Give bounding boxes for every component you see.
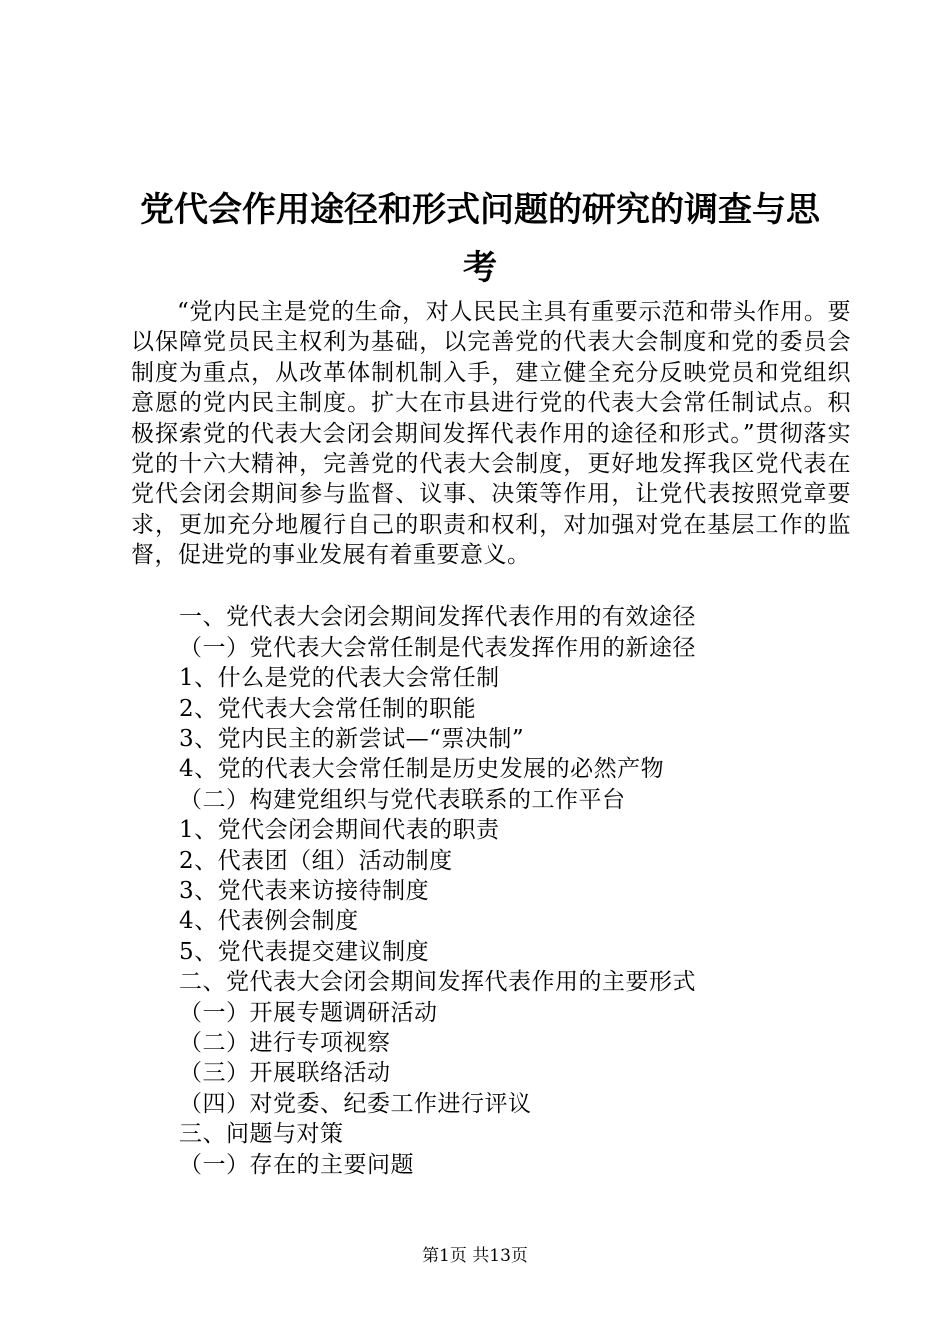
outline-item: 4、代表例会制度 [179, 908, 359, 934]
outline-item: （三）开展联络活动 [179, 1060, 391, 1086]
outline-item: 4、党的代表大会常任制是历史发展的必然产物 [179, 756, 665, 782]
outline-item: 1、党代会闭会期间代表的职责 [179, 817, 500, 843]
page-number: 第1页 共13页 [422, 1246, 528, 1266]
outline-item: 3、党代表来访接待制度 [179, 878, 430, 904]
outline-item: （一）党代表大会常任制是代表发挥作用的新途径 [179, 635, 696, 661]
intro-paragraph: “党内民主是党的生命，对人民民主具有重要示范和带头作用。要以保障党员民主权利为基础，以完善党的代表大会制度和党的委员会制度为重点，从改革体制机制入手，建立健全充分反映党员和党组织意愿的党内民主制度。扩大在市县进行党的代表大会常任制试点。积极探索党的代表大会闭会期间发挥代表作用的途径和形式。”贯彻落实党的十六大精神，完善党的代表大会制度，更好地发挥我区党代表在党代会闭会期间参与监督、议事、决策等作用，让党代表按照党章要求，更加充分地履行自己的职责和权利，对加强对党在基层工作的监督，促进党的事业发展有着重要意义。 [131, 299, 851, 569]
outline-item: 三、问题与对策 [179, 1121, 344, 1147]
outline-item: 1、什么是党的代表大会常任制 [179, 665, 500, 691]
outline-item: 一、党代表大会闭会期间发挥代表作用的有效途径 [179, 604, 696, 630]
outline-item: （二）进行专项视察 [179, 1030, 391, 1056]
outline-item: 2、代表团（组）活动制度 [179, 848, 453, 874]
outline-item: （二）构建党组织与党代表联系的工作平台 [179, 787, 626, 813]
document-title-line-2: 考 [463, 248, 497, 288]
outline-item: 二、党代表大会闭会期间发挥代表作用的主要形式 [179, 969, 696, 995]
outline-item: 2、党代表大会常任制的职能 [179, 696, 477, 722]
outline-item: （四）对党委、纪委工作进行评议 [179, 1091, 532, 1117]
outline-item: （一）开展专题调研活动 [179, 1000, 438, 1026]
outline-item: 5、党代表提交建议制度 [179, 939, 430, 965]
outline-item: （一）存在的主要问题 [179, 1152, 414, 1178]
document-title-line-1: 党代会作用途径和形式问题的研究的调查与思 [140, 190, 820, 230]
outline-item: 3、党内民主的新尝试—“票决制” [179, 726, 525, 752]
